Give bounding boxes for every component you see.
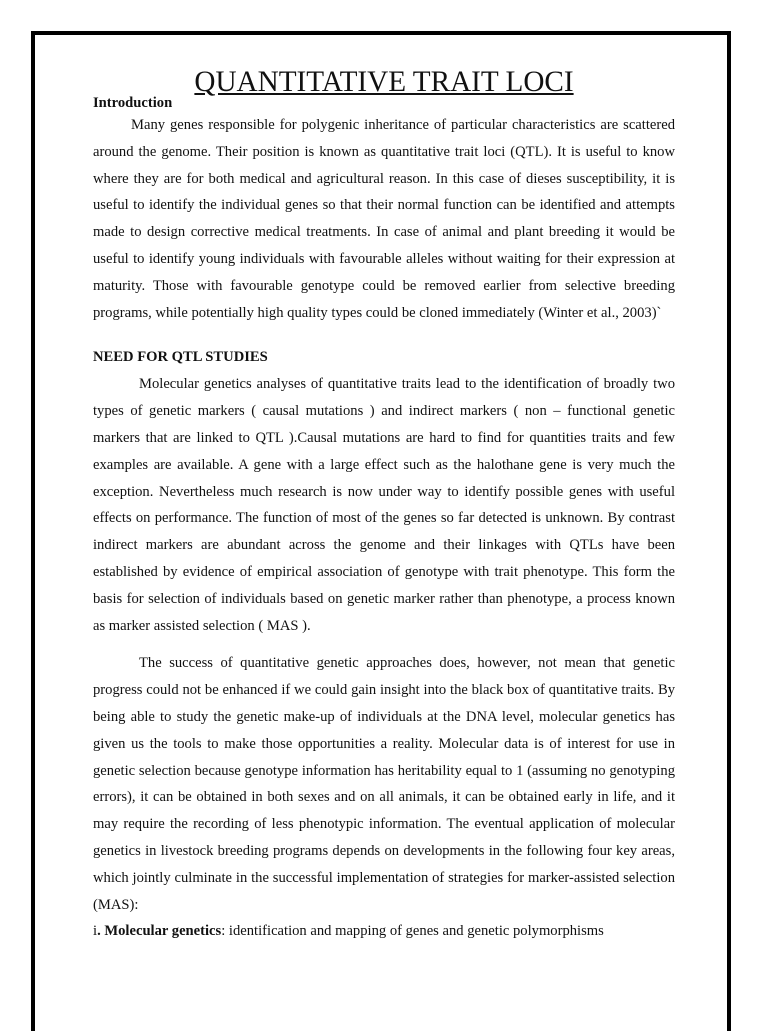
introduction-heading: Introduction xyxy=(93,95,173,111)
introduction-paragraph: Many genes responsible for polygenic inheritance of particular characteristics are scattered around the genome. Their position is known as quantitative trait loci (QTL). It is useful to know where they are for both medical and agricultural reason. In this case of dieses susceptibility, it is useful to identify the individual genes so that their normal function can be identified and attempts made to design corrective medical treatments. In case of animal and plant breeding it would be useful to identify young individuals with favourable alleles without waiting for their expression at maturity. Those with favourable genotype could be removed earlier from selective breeding programs, while potentially high quality types could be cloned immediately (Winter et al., 2003)` xyxy=(93,117,675,321)
list-item-bold-term: . Molecular genetics xyxy=(97,923,222,940)
list-item-marker: i xyxy=(93,923,98,940)
need-section-paragraph-2: The success of quantitative genetic approaches does, however, not mean that genetic progress could not be enhanced if we could gain insight into the black box of quantitative traits. By being able to study the genetic make-up of individuals at the DNA level, molecular genetics has given us the tools to make those opportunities a reality. Molecular data is of interest for use in genetic selection because genotype information has heritability equal to 1 (assuming no genotyping errors), it can be obtained in both sexes and on all animals, it can be obtained early in life, and it may require the recording of less phenotypic information. The eventual application of molecular genetics in livestock breeding programs depends on developments in the following four key areas, which jointly culminate in the successful implementation of strategies for marker-assisted selection (MAS): xyxy=(93,655,675,913)
list-item-text: : identification and mapping of genes and genetic polymorphisms xyxy=(221,923,604,940)
document-body xyxy=(93,66,675,944)
document-title: QUANTITATIVE TRAIT LOCI xyxy=(194,66,574,98)
need-section-paragraph-1: Molecular genetics analyses of quantitative traits lead to the identification of broadly two types of genetic markers ( causal mutations ) and indirect markers ( non – functional genetic markers that are linked to QTL ).Causal mutations are hard to find for quantities traits and few examples are available. A gene with a large effect such as the halothane gene is very much the exception. Nevertheless much research is now under way to identify possible genes with useful effects on performance. The function of most of the genes so far detected is unknown. By contrast indirect markers are abundant across the genome and their linkages with QTLs have been established by evidence of empirical association of genotype with trait phenotype. This form the basis for selection of individuals based on genetic marker rather than phenotype, a process known as marker assisted selection ( MAS ). xyxy=(93,376,675,634)
list-item-molecular-genetics xyxy=(93,918,675,944)
need-section-heading: NEED FOR QTL STUDIES xyxy=(93,349,268,366)
paragraph-gap xyxy=(93,639,675,650)
